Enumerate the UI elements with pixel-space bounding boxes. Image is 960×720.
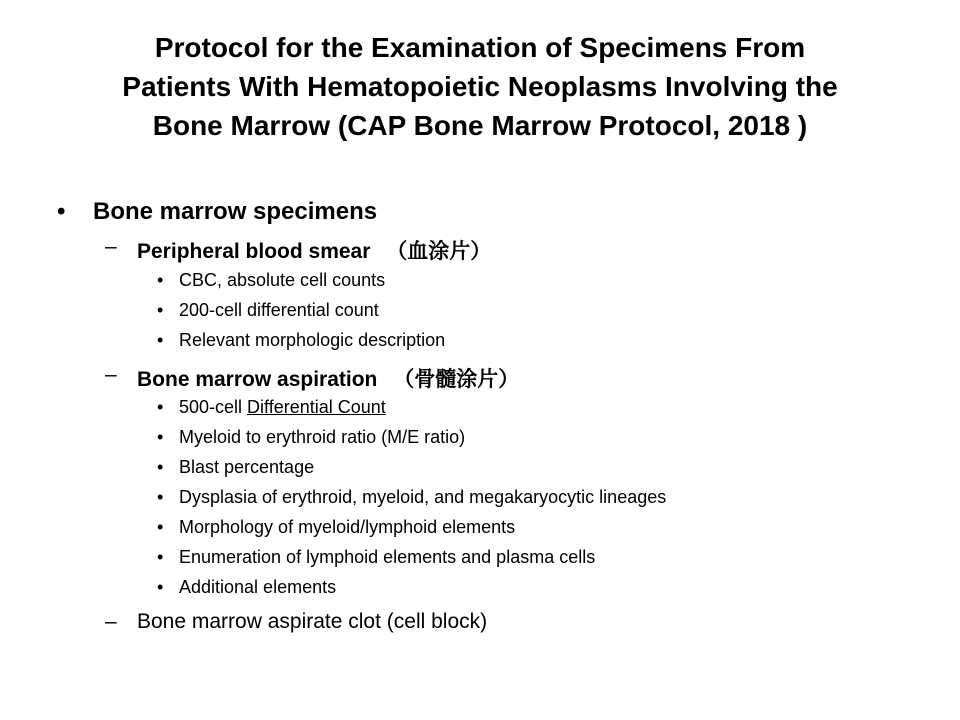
dash-marker: – (105, 363, 117, 386)
title-line-2: Patients With Hematopoietic Neoplasms Involving the (122, 71, 838, 102)
list-item: 200-cell differential count (179, 300, 379, 320)
title-line-1: Protocol for the Examination of Specimens From (154, 32, 806, 63)
peripheral-cjk-text: （血涂片） (386, 239, 492, 263)
list-item: CBC, absolute cell counts (179, 270, 386, 290)
bullet-marker: • (157, 457, 164, 477)
list-item: Dysplasia of erythroid, myeloid, and megakaryocytic lineages (179, 487, 667, 507)
bullet-marker: • (157, 517, 164, 537)
bullet-marker: • (157, 427, 164, 447)
list-item: Relevant morphologic description (179, 330, 446, 350)
bullet-marker: • (57, 198, 66, 225)
list-item: Blast percentage (179, 457, 315, 477)
dash-marker: – (105, 235, 117, 258)
bone-marrow-aspiration-label (137, 363, 519, 393)
bullet-marker: • (157, 270, 164, 290)
bullet-marker: • (157, 577, 164, 597)
dash-marker: – (105, 610, 117, 633)
peripheral-blood-smear-label (137, 235, 491, 265)
list-item: Morphology of myeloid/lymphoid elements (179, 517, 516, 537)
peripheral-label-text: Peripheral blood smear (137, 240, 371, 263)
title-line-3: Bone Marrow (CAP Bone Marrow Protocol, 2018 ) (152, 110, 808, 141)
outline-heading: Bone marrow specimens (93, 198, 378, 225)
list-item: Myeloid to erythroid ratio (M/E ratio) (179, 427, 466, 447)
aspirate-clot-label: Bone marrow aspirate clot (cell block) (137, 610, 488, 633)
differential-prefix: 500-cell (179, 397, 248, 417)
bullet-marker: • (157, 547, 164, 567)
bullet-marker: • (157, 397, 164, 417)
list-item (179, 397, 386, 418)
list-item: Additional elements (179, 577, 337, 597)
aspiration-cjk-text: （骨髓涂片） (393, 367, 520, 391)
bullet-marker: • (157, 330, 164, 350)
differential-count-link[interactable]: Differential Count (247, 397, 386, 417)
list-item: Enumeration of lymphoid elements and plasma cells (179, 547, 596, 567)
bullet-marker: • (157, 487, 164, 507)
aspiration-label-text: Bone marrow aspiration (137, 368, 378, 391)
bullet-marker: • (157, 300, 164, 320)
